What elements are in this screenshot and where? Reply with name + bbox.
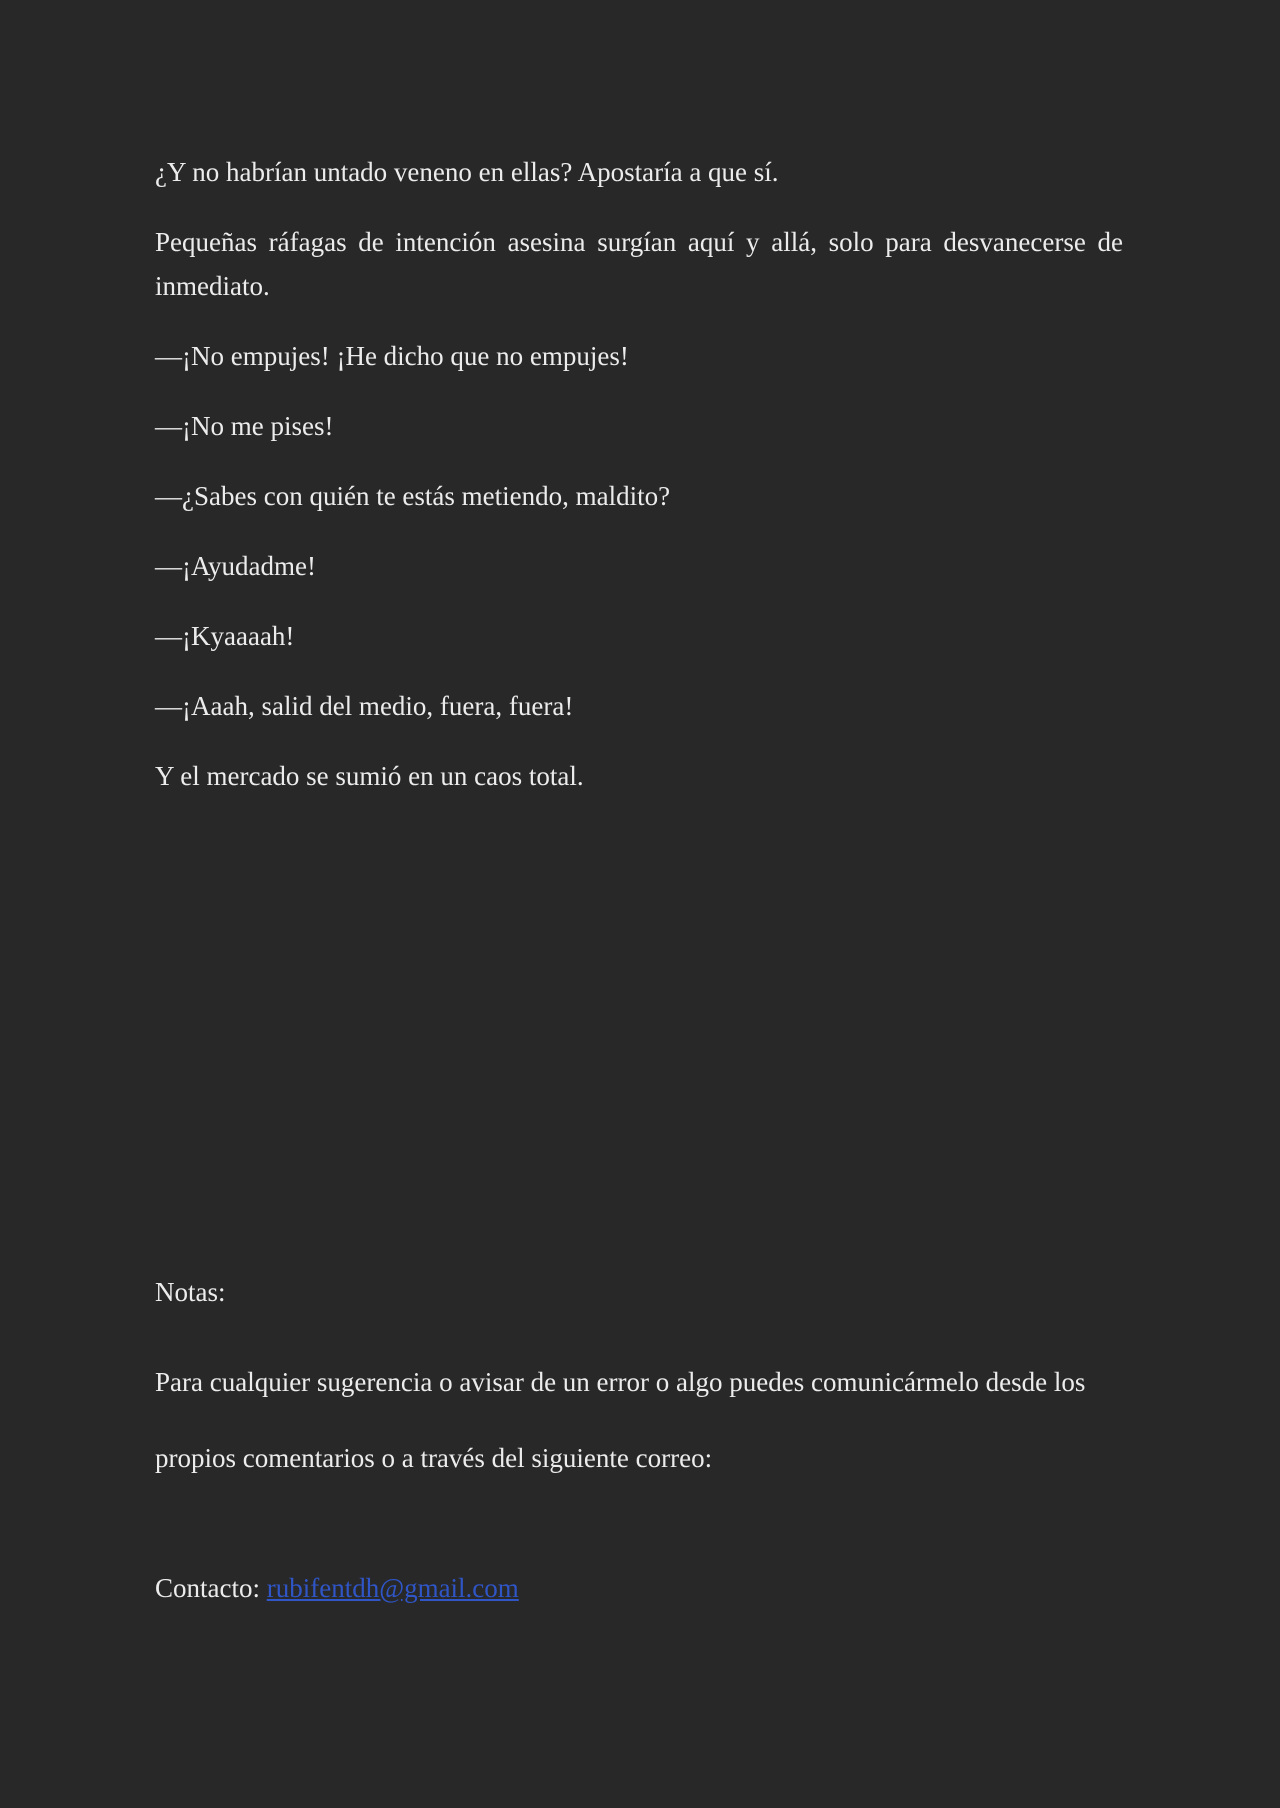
notes-section [155, 1270, 1123, 1496]
contact-line [155, 1566, 519, 1610]
paragraph: Pequeñas ráfagas de intención asesina surgían aquí y allá, solo para desvanecerse de inmediato. [155, 227, 1123, 301]
contact-label: Contacto: [155, 1573, 260, 1603]
dialogue-line: —¡Kyaaaah! [155, 621, 295, 651]
contact-email-link[interactable]: rubifentdh@gmail.com [266, 1573, 519, 1603]
notes-body: Para cualquier sugerencia o avisar de un error o algo puedes comunicármelo desde los propios comentarios o a través del siguiente correo: [155, 1367, 1086, 1473]
dialogue-line: —¡Ayudadme! [155, 551, 316, 581]
paragraph: ¿Y no habrían untado veneno en ellas? Apostaría a que sí. [155, 157, 779, 187]
dialogue-line: —¿Sabes con quién te estás metiendo, maldito? [155, 481, 671, 511]
story-text [155, 150, 1123, 798]
dialogue-line: —¡No empujes! ¡He dicho que no empujes! [155, 341, 629, 371]
paragraph: Y el mercado se sumió en un caos total. [155, 761, 584, 791]
dialogue-line: —¡Aaah, salid del medio, fuera, fuera! [155, 691, 574, 721]
notes-title: Notas: [155, 1277, 226, 1307]
dialogue-line: —¡No me pises! [155, 411, 334, 441]
